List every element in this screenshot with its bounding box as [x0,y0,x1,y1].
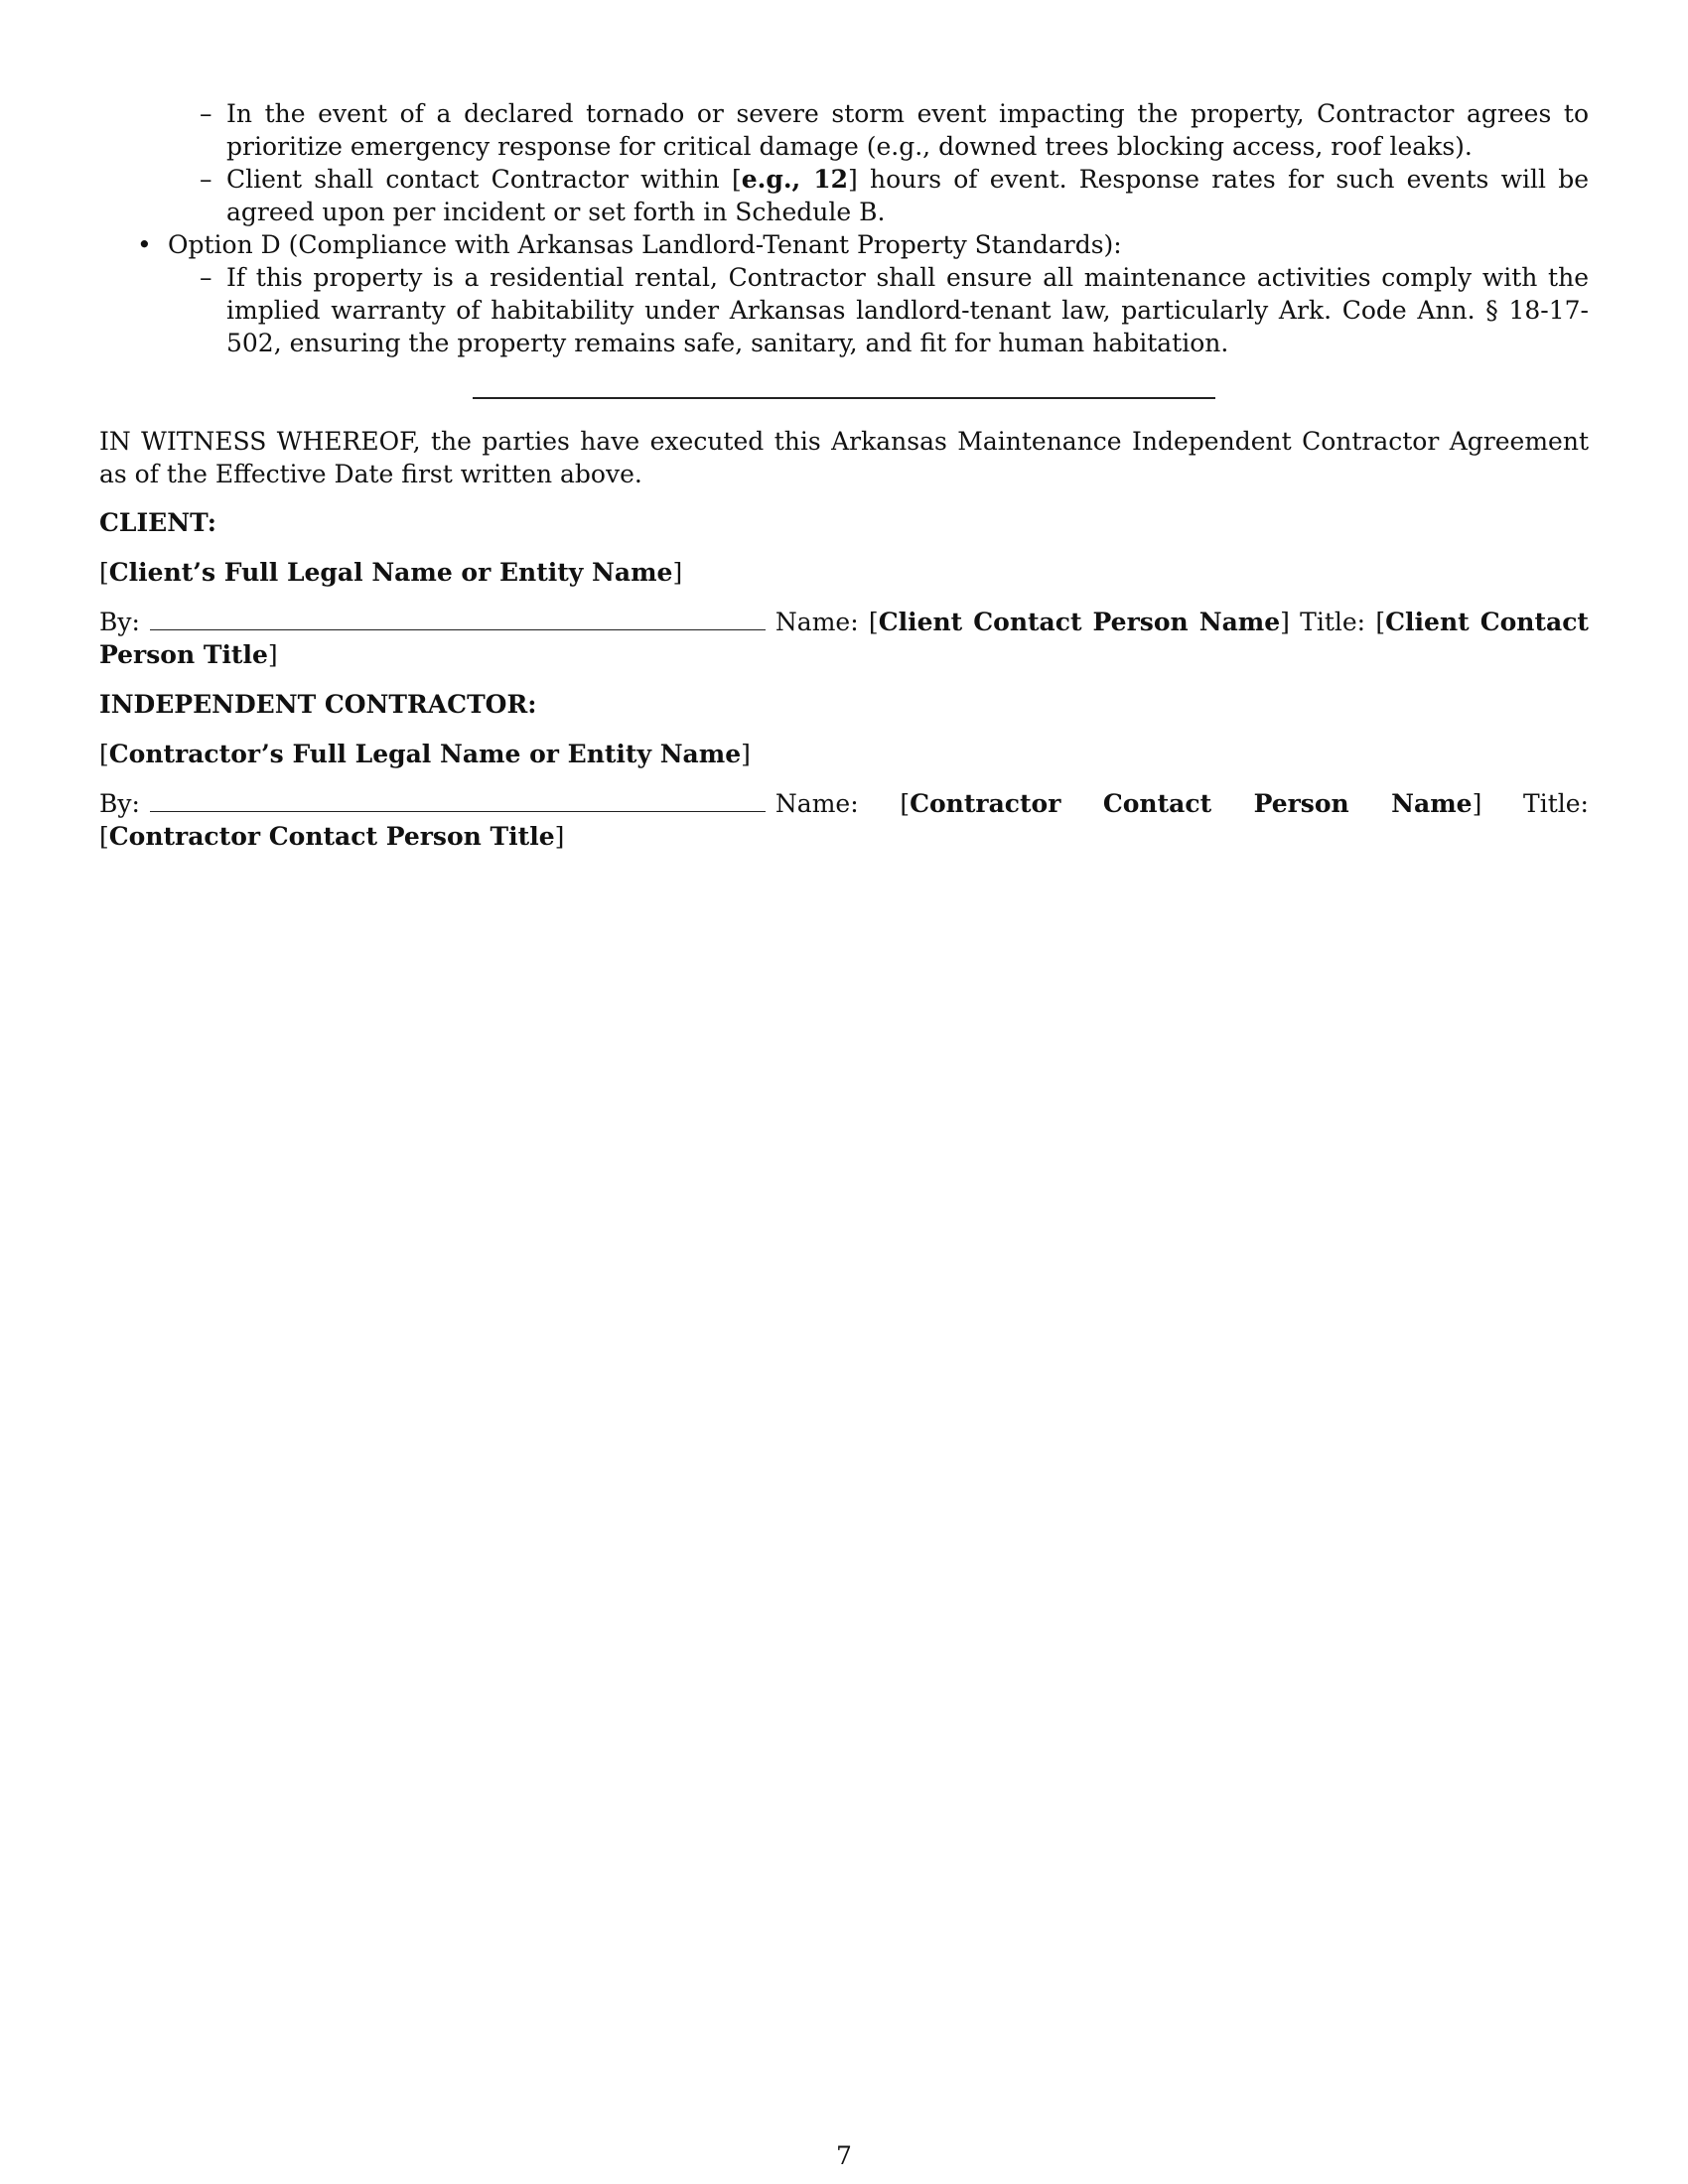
page-number: 7 [836,2141,852,2170]
client-contact-title: Client Contact Person Title [99,608,1589,669]
list-item [99,163,1589,228]
bracket: [ [99,740,109,768]
list-item-text: If this property is a residential rental, Contractor shall ensure all maintenance activities comply with the implied warranty of habitability under Arkansas landlord-tenant law, particularly Ark. Code Ann. § 18-17-502, ensuring the property remains safe, sanitary, and fit for human habitation. [226,263,1589,357]
continued-sub-list [99,97,1589,228]
contractor-contact-name: Contractor Contact Person Name [910,789,1473,818]
list-item [99,97,1589,163]
client-signature-line [150,608,766,630]
document-page [99,97,1589,870]
bracket: ] [1280,608,1290,636]
client-heading: CLIENT: [99,508,217,537]
option-d-item [99,228,1589,359]
option-list [99,228,1589,359]
contractor-entity-placeholder: Contractor’s Full Legal Name or Entity Name [108,740,742,768]
bracket: ] [554,822,565,851]
section-divider [473,397,1215,399]
list-item [168,261,1589,359]
bracket: [ [731,165,742,194]
bracket: [ [99,822,109,851]
bracket: [ [868,608,879,636]
bracket: ] [848,165,858,194]
client-entity-name [99,556,1589,589]
client-entity-placeholder: Client’s Full Legal Name or Entity Name [108,558,673,587]
contractor-entity-name [99,738,1589,770]
option-d-label: • Option D (Compliance with Arkansas Landlord-Tenant Property Standards): [168,230,1122,259]
contractor-heading: INDEPENDENT CONTRACTOR: [99,690,537,719]
name-label: Name: [774,608,859,636]
placeholder-hours: e.g., 12 [741,165,849,194]
list-item-text: hours of event. Response rates for such events will be agreed upon per incident or set forth in Schedule B. [226,165,1589,226]
bracket: [ [99,558,109,587]
option-d-sub-list [168,261,1589,359]
bracket: ] [267,640,278,669]
witness-paragraph: IN WITNESS WHEREOF, the parties have executed this Arkansas Maintenance Independent Contractor Agreement as of the Effective Date first written above. [99,427,1589,488]
bracket: ] [1472,789,1482,818]
contractor-signature-line [150,789,766,812]
title-label: Title: [1300,608,1366,636]
list-item-text: In the event of a declared tornado or severe storm event impacting the property, Contractor agrees to prioritize emergency response for critical damage (e.g., downed trees blocking access, roof leaks). [226,99,1589,161]
bracket: ] [672,558,683,587]
by-label: By: [99,608,140,636]
bracket: [ [900,789,911,818]
client-contact-name: Client Contact Person Name [878,608,1281,636]
list-item-text: Client shall contact Contractor within [226,165,732,194]
by-label: By: [99,789,140,818]
bracket: [ [1375,608,1386,636]
name-label: Name: [774,789,859,818]
client-signature-block [99,606,1589,671]
title-label: Title: [1523,789,1589,818]
contractor-contact-title: Contractor Contact Person Title [108,822,555,851]
bracket: ] [741,740,751,768]
contractor-signature-block [99,787,1589,853]
